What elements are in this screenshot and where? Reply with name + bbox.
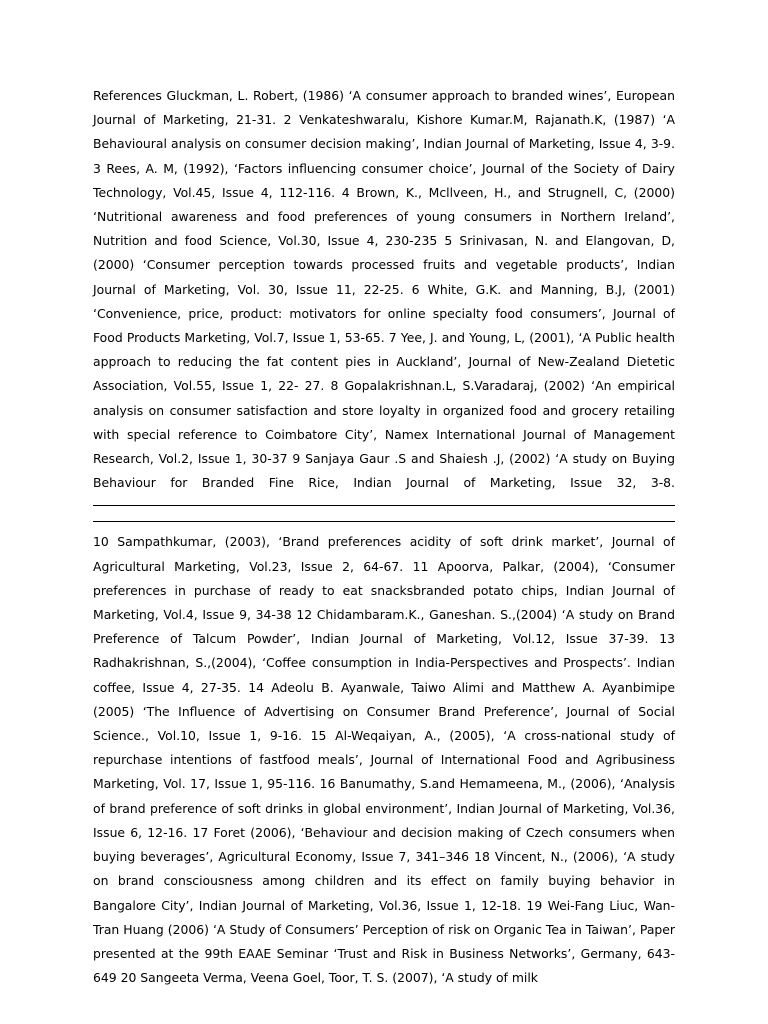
divider-line-bottom xyxy=(93,521,675,522)
references-paragraph-1: References Gluckman, L. Robert, (1986) ‘A consumer approach to branded wines’, European Journal of Marketing, 21-31. 2 Venkateshwaralu, Kishore Kumar.M, Rajanath.K, (1987) ‘A Behavioural analysis on consumer decision making’, Indian Journal of Marketing, Issue 4, 3-9. 3 Rees, A. M, (1992), ‘Factors influencing consumer choice’, Journal of the Society of Dairy Technology, Vol.45, Issue 4, 112-116. 4 Brown, K., Mcllveen, H., and Strugnell, C, (2000) ‘Nutritional awareness and food preferences of young consumers in Northern Ireland’, Nutrition and food Science, Vol.30, Issue 4, 230-235 5 Srinivasan, N. and Elangovan, D, (2000) ‘Consumer perception towards processed fruits and vegetable products’, Indian Journal of Marketing, Vol. 30, Issue 11, 22-25. 6 White, G.K. and Manning, B.J, (2001) ‘Convenience, price, product: motivators for online specialty food consumers’, Journal of Food Products Marketing, Vol.7, Issue 1, 53-65. 7 Yee, J. and Young, L, (2001), ‘A Public health approach to reducing the fat content pies in Auckland’, Journal of New-Zealand Dietetic Association, Vol.55, Issue 1, 22- 27. 8 Gopalakrishnan.L, S.Varadaraj, (2002) ‘An empirical analysis on consumer satisfaction and store loyalty in organized food and grocery retailing with special reference to Coimbatore City’, Namex International Journal of Management Research, Vol.2, Issue 1, 30-37 9 Sanjaya Gaur .S and Shaiesh .J, (2002) ‘A study on Buying Behaviour for Branded Fine Rice, Indian Journal of Marketing, Issue 32, 3-8. xyxy=(93,88,675,491)
divider-line-top xyxy=(93,505,675,506)
section-divider xyxy=(93,505,675,522)
references-paragraph-2: 10 Sampathkumar, (2003), ‘Brand preferences acidity of soft drink market’, Journal of Agricultural Marketing, Vol.23, Issue 2, 64-67. 11 Apoorva, Palkar, (2004), ‘Consumer preferences in purchase of ready to eat snacksbranded potato chips, Indian Journal of Marketing, Vol.4, Issue 9, 34-38 12 Chidambaram.K., Ganeshan. S.,(2004) ‘A study on Brand Preference of Talcum Powder’, Indian Journal of Marketing, Vol.12, Issue 37-39. 13 Radhakrishnan, S.,(2004), ‘Coffee consumption in India-Perspectives and Prospects’. Indian coffee, Issue 4, 27-35. 14 Adeolu B. Ayanwale, Taiwo Alimi and Matthew A. Ayanbimipe (2005) ‘The Influence of Advertising on Consumer Brand Preference’, Journal of Social Science., Vol.10, Issue 1, 9-16. 15 Al-Weqaiyan, A., (2005), ‘A cross-national study of repurchase intentions of fastfood meals’, Journal of International Food and Agribusiness Marketing, Vol. 17, Issue 1, 95-116. 16 Banumathy, S.and Hemameena, M., (2006), ‘Analysis of brand preference of soft drinks in global environment’, Indian Journal of Marketing, Vol.36, Issue 6, 12-16. 17 Foret (2006), ‘Behaviour and decision making of Czech consumers when buying beverages’, Agricultural Economy, Issue 7, 341–346 18 Vincent, N., (2006), ‘A study on brand consciousness among children and its effect on family buying behavior in Bangalore City’, Indian Journal of Marketing, Vol.36, Issue 1, 12-18. 19 Wei-Fang Liuc, Wan-Tran Huang (2006) ‘A Study of Consumers’ Perception of risk on Organic Tea in Taiwan’, Paper presented at the 99th EAAE Seminar ‘Trust and Risk in Business Networks’, Germany, 643-649 20 Sangeeta Verma, Veena Goel, Toor, T. S. (2007), ‘A study of milk xyxy=(93,534,675,986)
